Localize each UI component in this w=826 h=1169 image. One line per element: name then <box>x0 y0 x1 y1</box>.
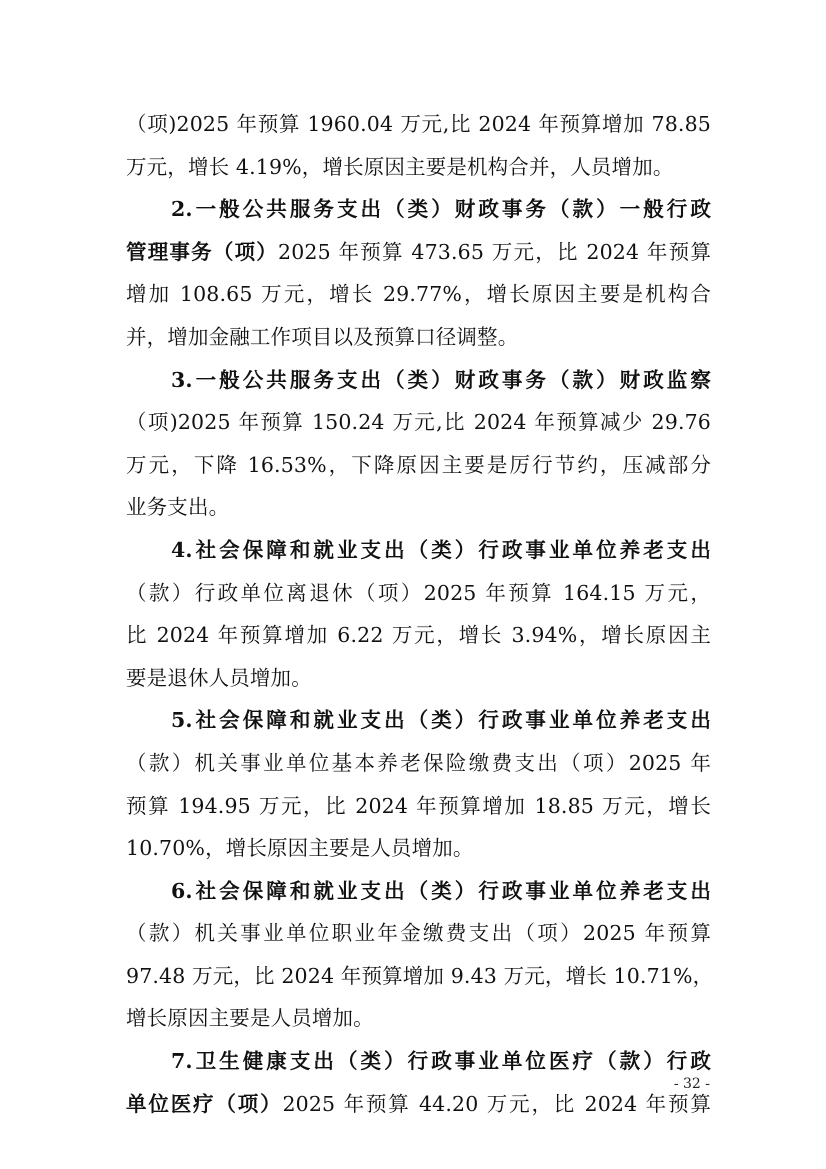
item-heading: 3.一般公共服务支出（类）财政事务（款）财政监察 <box>171 367 711 392</box>
item-heading: 4.社会保障和就业支出（类）行政事业单位养老支出 <box>171 537 711 562</box>
item-heading: 5.社会保障和就业支出（类）行政事业单位养老支出 <box>171 708 711 733</box>
line-text: 业务支出。 <box>126 495 230 520</box>
paragraph-heading-line <box>126 1040 711 1083</box>
item-heading: 6.社会保障和就业支出（类）行政事业单位养老支出 <box>171 878 711 903</box>
text-line <box>126 997 711 1040</box>
line-text: 并，增加金融工作项目以及预算口径调整。 <box>126 324 519 349</box>
line-text: 要是退休人员增加。 <box>126 665 312 690</box>
text-line <box>126 401 711 444</box>
line-text: 2025 年预算 44.20 万元，比 2024 年预算 <box>282 1091 711 1116</box>
line-text: 万元，增长 4.19%，增长原因主要是机构合并，人员增加。 <box>126 154 674 179</box>
item-heading: 管理事务（项） <box>126 239 279 264</box>
paragraph-heading-line <box>126 359 711 402</box>
line-text: （款）机关事业单位基本养老保险缴费支出（项）2025 年 <box>126 750 711 775</box>
text-line <box>126 103 711 146</box>
text-line <box>126 912 711 955</box>
item-heading: 单位医疗（项） <box>126 1091 283 1116</box>
text-line <box>126 955 714 998</box>
line-text: 97.48 万元，比 2024 年预算增加 9.43 万元，增长 10.71%， <box>126 963 714 988</box>
paragraph-heading-line <box>126 870 711 913</box>
line-text: 比 2024 年预算增加 6.22 万元，增长 3.94%，增长原因主 <box>126 623 711 648</box>
line-text: （款）行政单位离退休（项）2025 年预算 164.15 万元， <box>126 580 711 605</box>
body-text <box>126 103 714 1125</box>
line-text: 预算 194.95 万元，比 2024 年预算增加 18.85 万元，增长 <box>126 793 711 818</box>
line-text: 2025 年预算 473.65 万元，比 2024 年预算 <box>278 239 711 264</box>
item-heading: 2.一般公共服务支出（类）财政事务（款）一般行政 <box>171 197 711 222</box>
line-text: 万元，下降 16.53%，下降原因主要是厉行节约，压减部分 <box>126 452 711 477</box>
text-line <box>126 486 711 529</box>
text-line <box>126 231 711 274</box>
line-text: 增长原因主要是人员增加。 <box>126 1006 374 1031</box>
paragraph-heading-line <box>126 188 711 231</box>
text-line <box>126 614 711 657</box>
text-line <box>126 273 711 316</box>
text-line <box>126 572 711 615</box>
text-line <box>126 444 711 487</box>
page-number: - 32 - <box>673 1076 710 1092</box>
line-text: （款）机关事业单位职业年金缴费支出（项）2025 年预算 <box>126 921 711 946</box>
line-text: （项)2025 年预算 150.24 万元,比 2024 年预算减少 29.76 <box>126 410 711 435</box>
item-heading: 7.卫生健康支出（类）行政事业单位医疗（款）行政 <box>171 1049 711 1074</box>
text-line <box>126 742 711 785</box>
paragraph-heading-line <box>126 699 711 742</box>
line-text: 10.70%，增长原因主要是人员增加。 <box>126 836 474 861</box>
line-text: 增加 108.65 万元，增长 29.77%，增长原因主要是机构合 <box>126 282 711 307</box>
line-text: （项)2025 年预算 1960.04 万元,比 2024 年预算增加 78.85 <box>126 112 711 136</box>
text-line <box>126 827 711 870</box>
paragraph-heading-line <box>126 529 711 572</box>
text-line <box>126 1083 711 1126</box>
text-line <box>126 146 711 189</box>
text-line <box>126 657 711 700</box>
text-line <box>126 785 711 828</box>
text-line <box>126 316 711 359</box>
